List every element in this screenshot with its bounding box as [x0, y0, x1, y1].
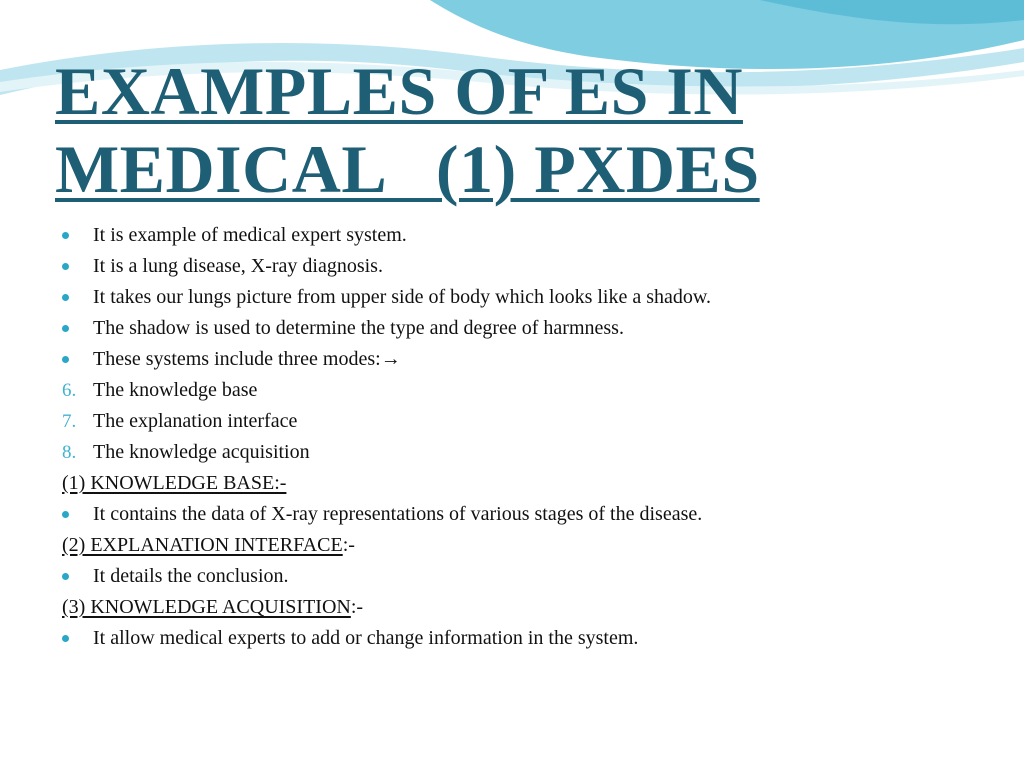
list-item-text: These systems include three modes:→	[93, 348, 401, 370]
bullet-icon	[62, 573, 69, 580]
list-item-text: It allow medical experts to add or change information in the system.	[93, 627, 639, 649]
title-line-1: EXAMPLES OF ES IN	[55, 53, 743, 129]
numbered-item	[62, 375, 962, 406]
list-item-text: It is a lung disease, X-ray diagnosis.	[93, 255, 383, 277]
numbered-item-text: The knowledge base	[93, 379, 258, 401]
list-item-text: It takes our lungs picture from upper side of body which looks like a shadow.	[93, 286, 712, 308]
list-item	[62, 561, 962, 592]
section-heading	[62, 530, 962, 561]
list-item	[62, 313, 962, 344]
slide-title	[55, 52, 995, 208]
section-heading-suffix: :-	[342, 534, 355, 556]
section-heading-suffix: :-	[350, 596, 364, 618]
item-number: 7.	[62, 411, 77, 432]
bullet-icon	[62, 635, 69, 642]
section-heading-text: (1) KNOWLEDGE BASE:-	[62, 472, 287, 494]
section-heading-text: (3) KNOWLEDGE ACQUISITION	[62, 596, 351, 618]
section-heading-text: (2) EXPLANATION INTERFACE	[62, 534, 343, 556]
list-item	[62, 499, 962, 530]
bullet-icon	[62, 294, 69, 301]
bullet-icon	[62, 325, 69, 332]
list-item-text: It is example of medical expert system.	[93, 224, 407, 246]
numbered-item-text: The knowledge acquisition	[93, 441, 310, 463]
list-item-text: It contains the data of X-ray representations of various stages of the disease.	[93, 503, 703, 525]
numbered-item-text: The explanation interface	[93, 410, 298, 432]
list-item	[62, 282, 962, 313]
bullet-icon	[62, 232, 69, 239]
slide-content	[62, 220, 962, 654]
bullet-icon	[62, 263, 69, 270]
numbered-item	[62, 406, 962, 437]
title-line-2: MEDICAL (1) PXDES	[55, 131, 760, 207]
list-item	[62, 251, 962, 282]
list-item	[62, 220, 962, 251]
item-number: 8.	[62, 442, 77, 463]
list-item	[62, 344, 962, 375]
bullet-icon	[62, 356, 69, 363]
bullet-icon	[62, 511, 69, 518]
section-heading	[62, 592, 962, 623]
list-item-text: It details the conclusion.	[93, 565, 289, 587]
list-item-text: The shadow is used to determine the type and degree of harmness.	[93, 317, 624, 339]
numbered-item	[62, 437, 962, 468]
section-heading	[62, 468, 962, 499]
item-number: 6.	[62, 380, 77, 401]
list-item	[62, 623, 962, 654]
